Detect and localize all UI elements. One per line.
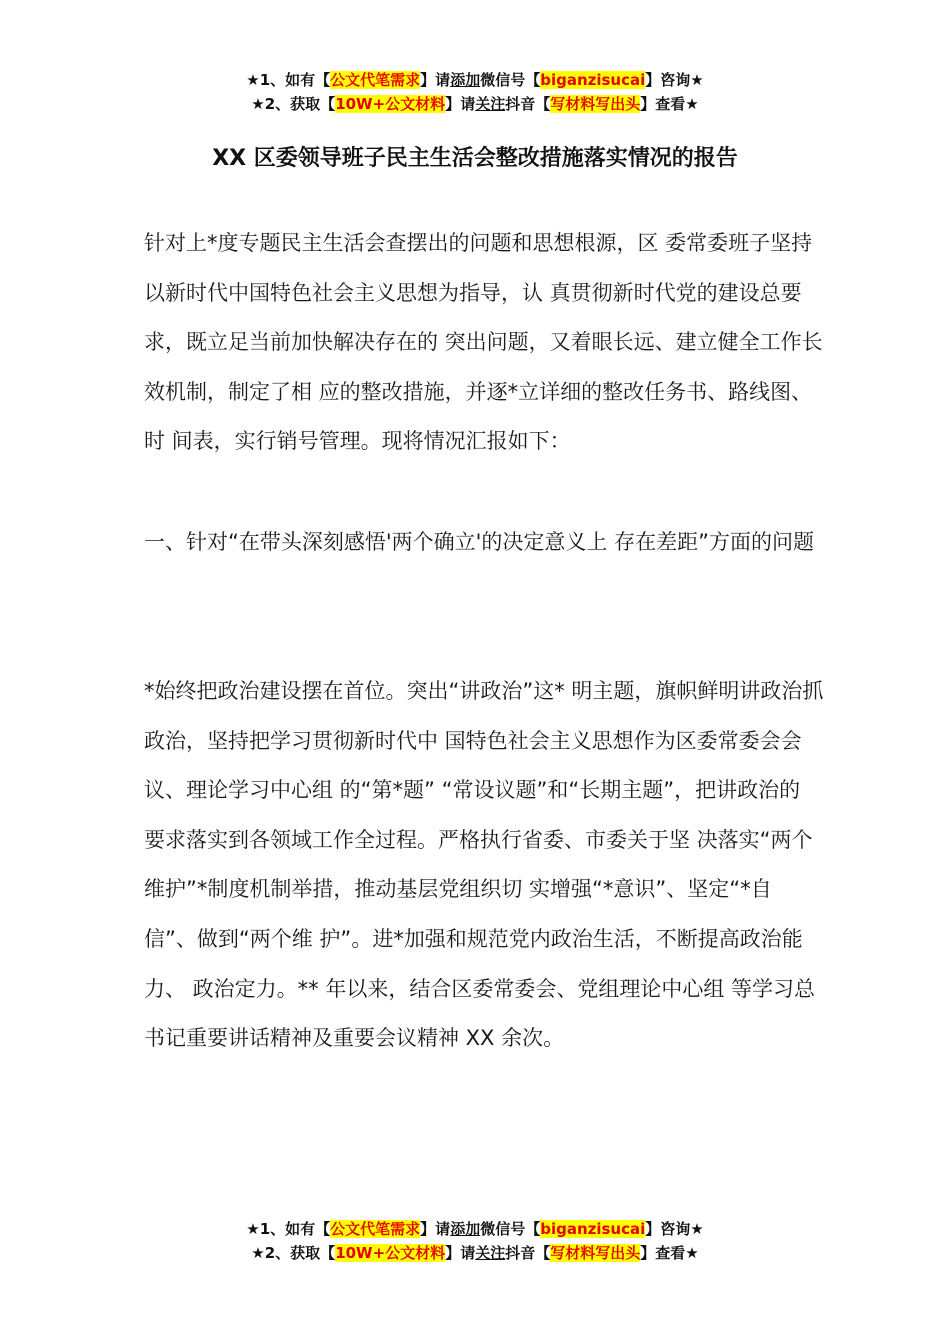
promo-line-1 bbox=[0, 68, 950, 92]
promo-text: ★2、获取【 bbox=[251, 95, 336, 113]
promo-text: ★2、获取【 bbox=[251, 1244, 336, 1262]
document-title: XX 区委领导班子民主生活会整改措施落实情况的报告 bbox=[212, 145, 738, 171]
promo-text: 抖音【 bbox=[505, 95, 551, 113]
promo-text: 】请 bbox=[420, 1220, 451, 1238]
promo-highlight: biganzisucai bbox=[540, 1220, 646, 1238]
promo-text: 微信号【 bbox=[480, 71, 541, 89]
promo-line-1 bbox=[0, 1217, 950, 1241]
promo-highlight: 10W+公文材料 bbox=[335, 1244, 446, 1262]
promo-text: 】请 bbox=[445, 95, 476, 113]
promo-banner-top bbox=[0, 68, 950, 116]
paragraph-body: *始终把政治建设摆在首位。突出“讲政治”这* 明主题，旗帜鲜明讲政治抓政治，坚持把学习贯彻新时代中 国特色社会主义思想作为区委常委会会议、理论学习中心组 的“第*题” “常设议题”和“长期主题”，把讲政治的 要求落实到各领域工作全过程。严格执行省委、市委关于坚 决落实“两个维护”*制度机制举措，推动基层党组织切 实增强“*意识”、坚定“*自信”、做到“两个维 护”。进*加强和规范党内政治生活，不断提高政治能力、 政治定力。** 年以来，结合区委常委会、党组理论中心组 等学习总书记重要讲话精神及重要会议精神 XX 余次。 bbox=[144, 679, 824, 1051]
promo-text: ★1、如有【 bbox=[246, 1220, 331, 1238]
promo-underline: 添加 bbox=[450, 71, 481, 89]
promo-text: 】查看★ bbox=[640, 95, 699, 113]
promo-text: ★1、如有【 bbox=[246, 71, 331, 89]
paragraph-intro: 针对上*度专题民主生活会查摆出的问题和思想根源，区 委常委班子坚持以新时代中国特色社会主义思想为指导，认 真贯彻新时代党的建设总要求，既立足当前加快解决存在的 突出问题，又着眼长远、建立健全工作长效机制，制定了相 应的整改措施，并逐*立详细的整改任务书、路线图、时 间表，实行销号管理。现将情况汇报如下： bbox=[144, 231, 823, 454]
promo-highlight: biganzisucai bbox=[540, 71, 646, 89]
promo-text: 】咨询★ bbox=[645, 71, 704, 89]
promo-underline: 添加 bbox=[450, 1220, 481, 1238]
promo-highlight: 写材料写出头 bbox=[550, 95, 641, 113]
promo-highlight: 写材料写出头 bbox=[550, 1244, 641, 1262]
promo-line-2 bbox=[0, 92, 950, 116]
promo-text: 】咨询★ bbox=[645, 1220, 704, 1238]
promo-text: 抖音【 bbox=[505, 1244, 551, 1262]
promo-line-2 bbox=[0, 1241, 950, 1265]
promo-banner-bottom bbox=[0, 1217, 950, 1265]
promo-text: 】请 bbox=[420, 71, 451, 89]
promo-underline: 关注 bbox=[475, 95, 506, 113]
section-heading: 一、针对“在带头深刻感悟'两个确立'的决定意义上 存在差距”方面的问题 bbox=[144, 530, 814, 554]
promo-underline: 关注 bbox=[475, 1244, 506, 1262]
promo-text: 】查看★ bbox=[640, 1244, 699, 1262]
promo-highlight: 公文代笔需求 bbox=[330, 1220, 421, 1238]
promo-text: 微信号【 bbox=[480, 1220, 541, 1238]
promo-highlight: 10W+公文材料 bbox=[335, 95, 446, 113]
promo-text: 】请 bbox=[445, 1244, 476, 1262]
promo-highlight: 公文代笔需求 bbox=[330, 71, 421, 89]
